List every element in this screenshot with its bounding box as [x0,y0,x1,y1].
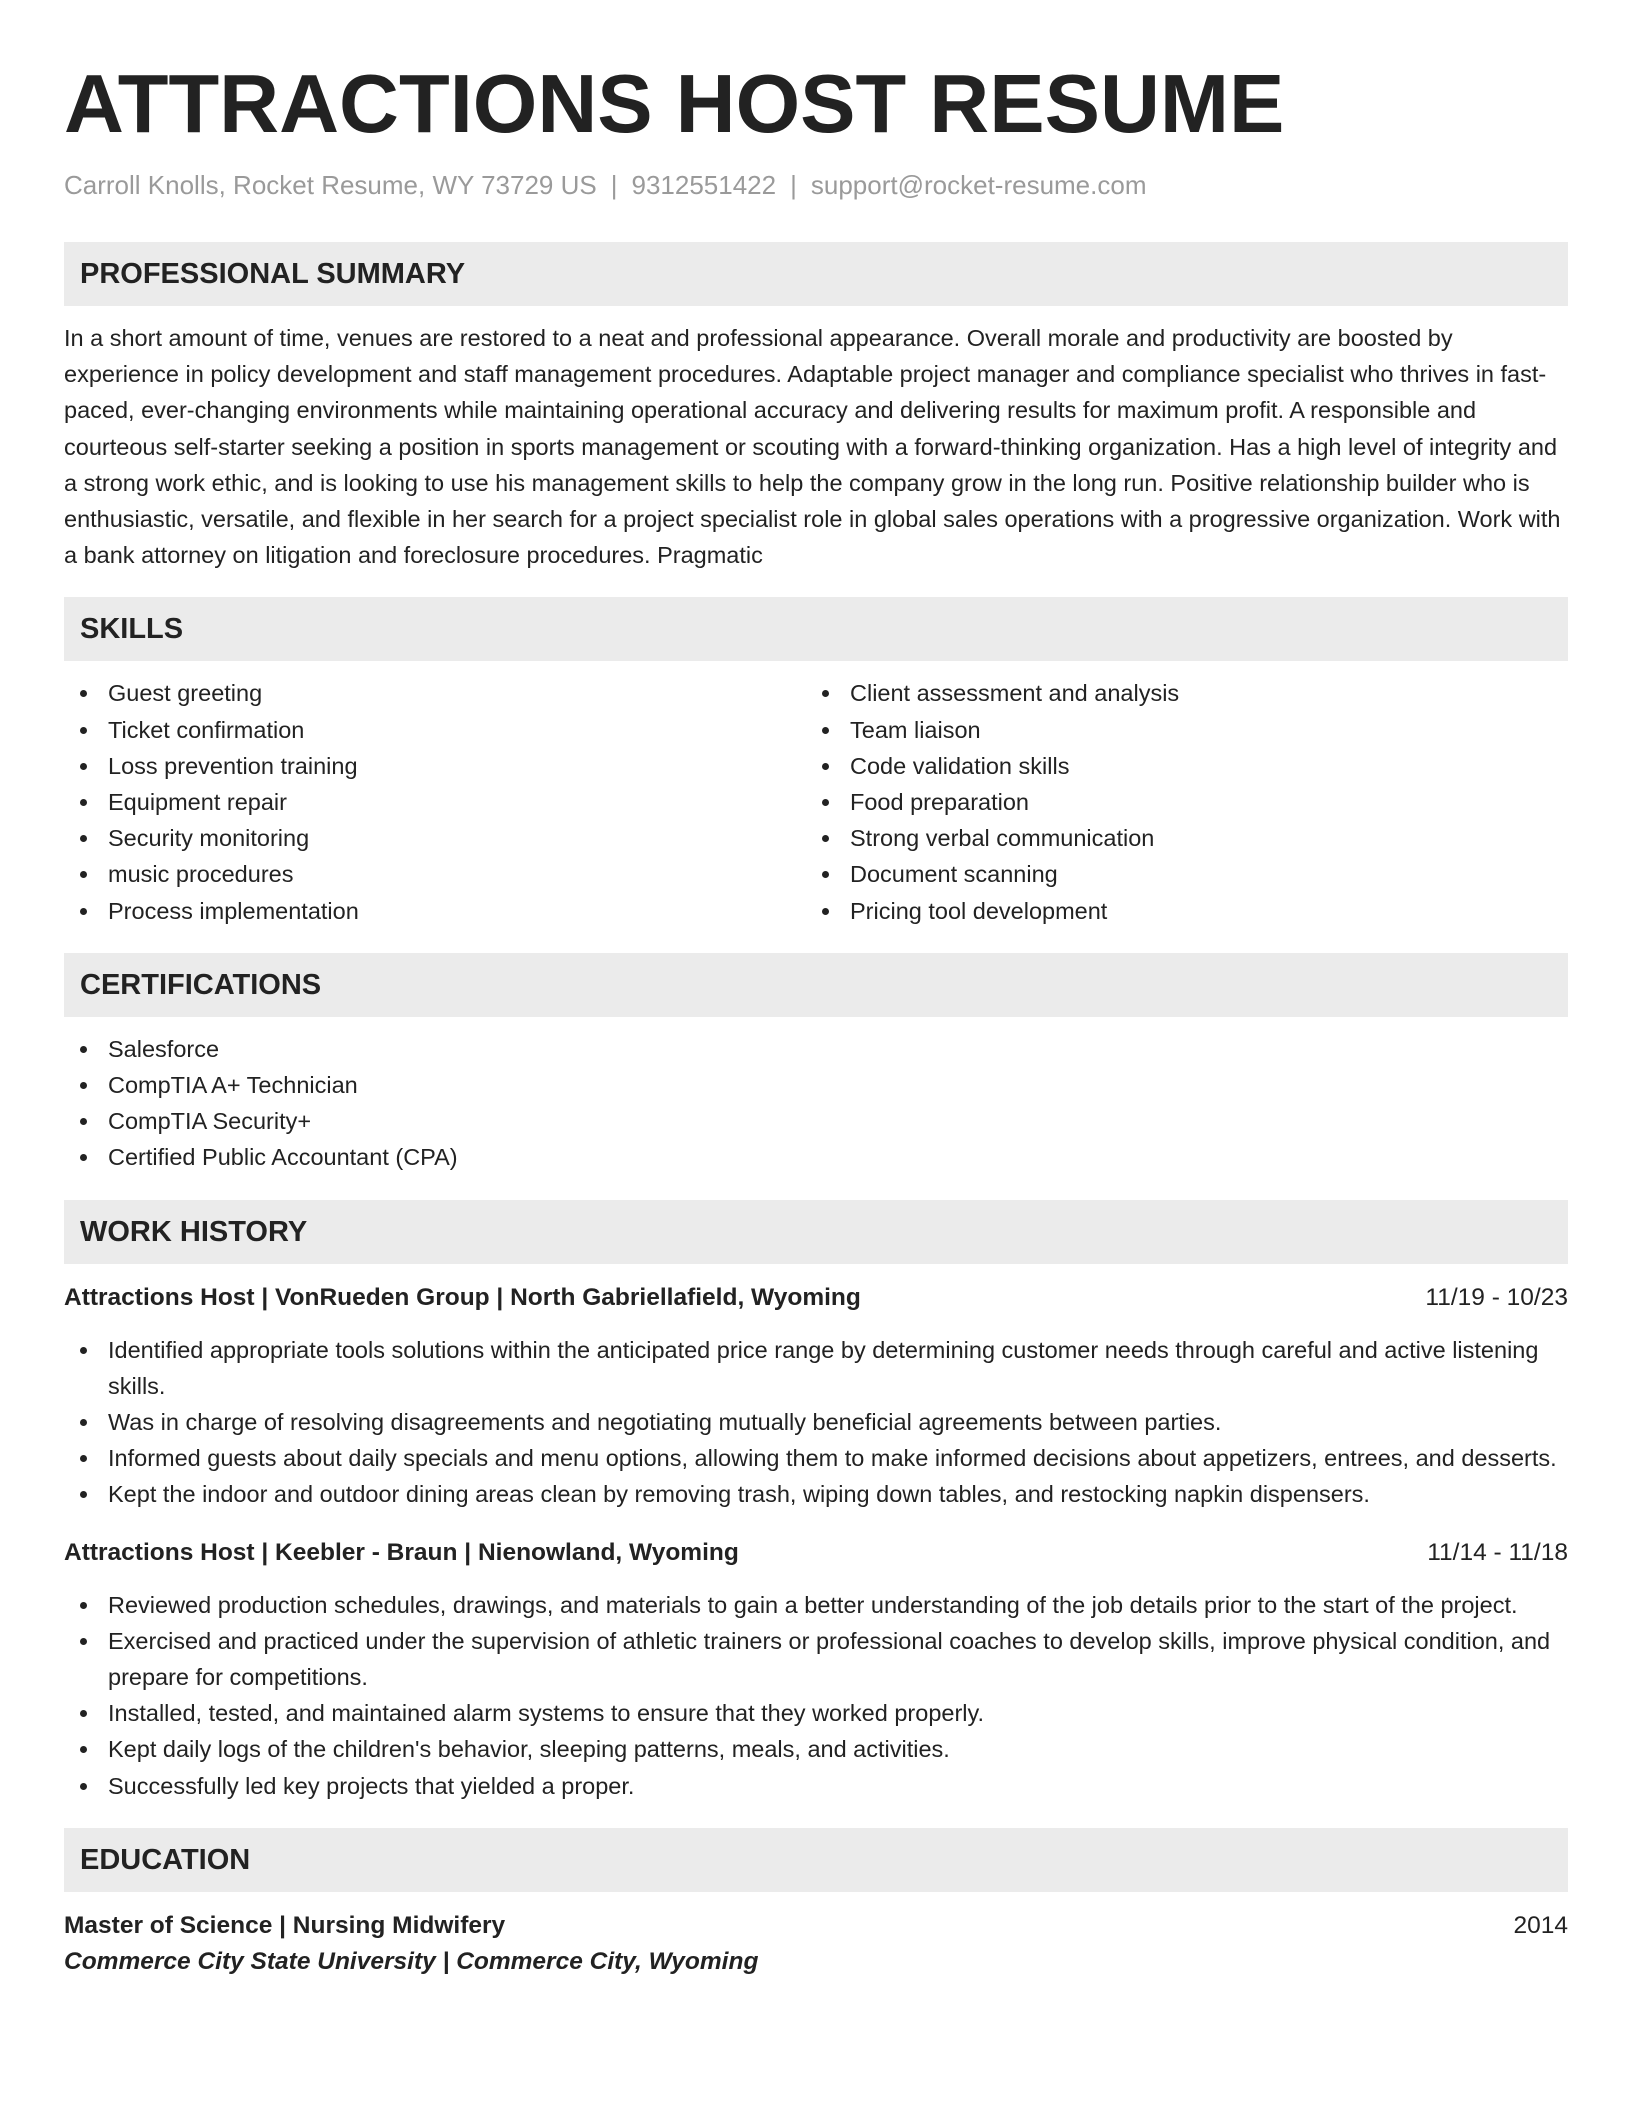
work-history-section-heading: WORK HISTORY [64,1200,1568,1264]
education-school: Commerce City State University | Commerce City, Wyoming [64,1947,759,1975]
skills-section-heading: SKILLS [64,597,1568,661]
contact-separator: | [790,170,797,200]
education-entry [64,1908,1568,1980]
job-bullet: Exercised and practiced under the supervision of athletic trainers or professional coaches to develop skills, improve physical condition, and prepare for competitions. [64,1623,1568,1695]
contact-phone: 9312551422 [631,170,777,200]
education-section-heading: EDUCATION [64,1828,1568,1892]
contact-line [64,168,1568,202]
job-title: Attractions Host | VonRueden Group | North Gabriellafield, Wyoming [64,1283,861,1311]
job-bullet: Reviewed production schedules, drawings, and materials to gain a better understanding of the job details prior to the start of the project. [64,1587,1568,1623]
education-degree: Master of Science | Nursing Midwifery [64,1911,506,1939]
skill-item: Loss prevention training [64,748,806,784]
certification-item: Salesforce [64,1031,1568,1067]
skills-grid [64,675,1568,928]
job-dates: 11/19 - 10/23 [1425,1283,1568,1311]
summary-section-heading: PROFESSIONAL SUMMARY [64,242,1568,306]
skill-item: Equipment repair [64,784,806,820]
skill-item: Pricing tool development [806,893,1548,929]
contact-separator: | [610,170,618,200]
job-bullet: Identified appropriate tools solutions within the anticipated price range by determining customer needs through careful and active listening skills. [64,1332,1568,1404]
job-bullet: Installed, tested, and maintained alarm systems to ensure that they worked properly. [64,1695,1568,1731]
skill-item: music procedures [64,856,806,892]
skills-column-right [806,675,1548,928]
job-header [64,1535,1568,1571]
skills-column-left [64,675,806,928]
job-bullets [64,1587,1568,1804]
certification-item: CompTIA A+ Technician [64,1067,1568,1103]
education-header [64,1908,1568,1944]
job-bullet: Successfully led key projects that yielded a proper. [64,1768,1568,1804]
job-bullet: Informed guests about daily specials and menu options, allowing them to make informed decisions about appetizers, entrees, and desserts. [64,1440,1568,1476]
certification-item: Certified Public Accountant (CPA) [64,1139,1568,1175]
resume-page [64,0,1568,1980]
skill-item: Guest greeting [64,675,806,711]
skill-item: Security monitoring [64,820,806,856]
job-title: Attractions Host | Keebler - Braun | Nienowland, Wyoming [64,1538,739,1566]
skill-item: Strong verbal communication [806,820,1548,856]
skill-item: Food preparation [806,784,1548,820]
job-entry [64,1535,1568,1804]
skill-item: Client assessment and analysis [806,675,1548,711]
job-header [64,1280,1568,1316]
job-bullet: Was in charge of resolving disagreements and negotiating mutually beneficial agreements between parties. [64,1404,1568,1440]
job-bullet: Kept daily logs of the children's behavior, sleeping patterns, meals, and activities. [64,1731,1568,1767]
job-entry [64,1280,1568,1513]
job-dates: 11/14 - 11/18 [1427,1538,1568,1566]
summary-text: In a short amount of time, venues are restored to a neat and professional appearance. Overall morale and productivity are boosted by experience in policy development and staff management procedures. Adaptable project manager and compliance specialist who thrives in fast-paced, ever-changing environments while maintaining operational accuracy and delivering results for maximum profit. A responsible and courteous self-starter seeking a position in sports management or scouting with a forward-thinking organization. Has a high level of integrity and a strong work ethic, and is looking to use his management skills to help the company grow in the long run. Positive relationship builder who is enthusiastic, versatile, and flexible in her search for a project specialist role in global sales operations with a progressive organization. Work with a bank attorney on litigation and foreclosure procedures. Pragmatic [64,325,1561,569]
certifications-list [64,1031,1568,1176]
skill-item: Team liaison [806,712,1548,748]
resume-title: ATTRACTIONS HOST RESUME [64,57,1285,150]
job-bullets [64,1332,1568,1513]
skill-item: Ticket confirmation [64,712,806,748]
skill-item: Code validation skills [806,748,1548,784]
contact-email[interactable]: support@rocket-resume.com [810,170,1147,200]
skill-item: Process implementation [64,893,806,929]
contact-address: Carroll Knolls, Rocket Resume, WY 73729 US [64,170,597,200]
certification-item: CompTIA Security+ [64,1103,1568,1139]
job-bullet: Kept the indoor and outdoor dining areas clean by removing trash, wiping down tables, and restocking napkin dispensers. [64,1476,1568,1512]
education-year: 2014 [1513,1911,1568,1939]
certifications-section-heading: CERTIFICATIONS [64,953,1568,1017]
skill-item: Document scanning [806,856,1548,892]
